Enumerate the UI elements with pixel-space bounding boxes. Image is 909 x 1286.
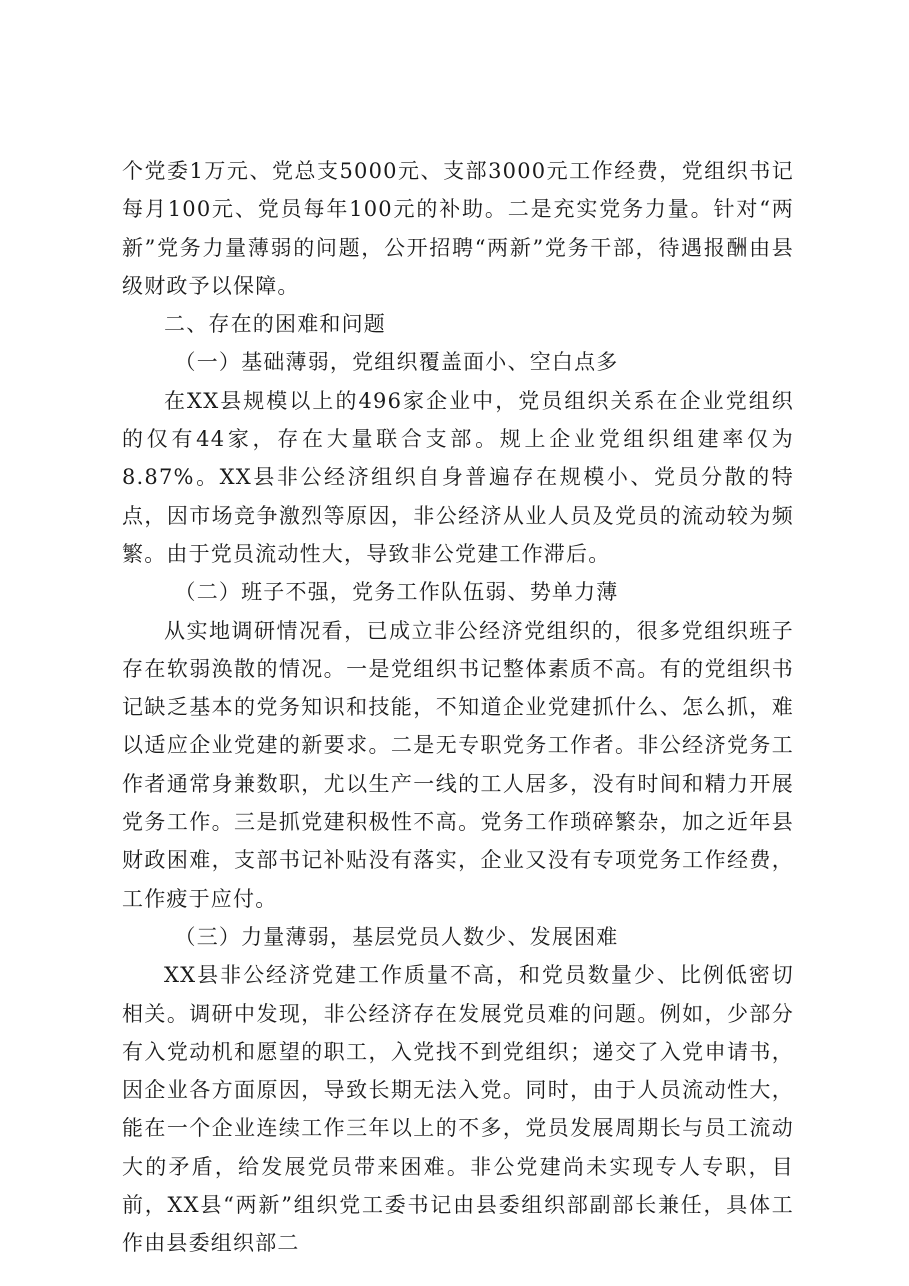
paragraph-3: XX县非公经济党建工作质量不高，和党员数量少、比例低密切相关。调研中发现，非公经济存在发展党员难的问题。例如，少部分有入党动机和愿望的职工，入党找不到党组织；递交了入党申请书，因企业各方面原因，导致长期无法入党。同时，由于人员流动性大，能在一个企业连续工作三年以上的不多，党员发展周期长与员工流动大的矛盾，给发展党员带来困难。非公党建尚未实现专人专职，目前，XX县“两新”组织党工委书记由县委组织部副部长兼任，具体工作由县委组织部二 (122, 963, 794, 1256)
paragraph-continued: 个党委1万元、党总支5000元、支部3000元工作经费，党组织书记每月100元、党员每年100元的补助。二是充实党务力量。针对“两新”党务力量薄弱的问题，公开招聘“两新”党务干部，待遇报酬由县级财政予以保障。 (122, 159, 794, 298)
subsection-heading-3: （三）力量薄弱，基层党员人数少、发展困难 (174, 924, 619, 949)
subsection-heading-2: （二）班子不强，党务工作队伍弱、势单力薄 (174, 580, 619, 605)
subsection-heading-1: （一）基础薄弱，党组织覆盖面小、空白点多 (174, 350, 619, 375)
paragraph-1: 在XX县规模以上的496家企业中，党员组织关系在企业党组织的仅有44家，存在大量联合支部。规上企业党组织组建率仅为8.87%。XX县非公经济组织自身普遍存在规模小、党员分散的特点，因市场竞争激烈等原因，非公经济从业人员及党员的流动较为频繁。由于党员流动性大，导致非公党建工作滞后。 (122, 388, 794, 566)
document-body (122, 152, 794, 1263)
section-heading: 二、存在的困难和问题 (164, 312, 386, 337)
paragraph-2: 从实地调研情况看，已成立非公经济党组织的，很多党组织班子存在软弱涣散的情况。一是党组织书记整体素质不高。有的党组织书记缺乏基本的党务知识和技能，不知道企业党建抓什么、怎么抓，难以适应企业党建的新要求。二是无专职党务工作者。非公经济党务工作者通常身兼数职，尤以生产一线的工人居多，没有时间和精力开展党务工作。三是抓党建积极性不高。党务工作琐碎繁杂，加之近年县财政困难，支部书记补贴没有落实，企业又没有专项党务工作经费，工作疲于应付。 (122, 618, 794, 911)
